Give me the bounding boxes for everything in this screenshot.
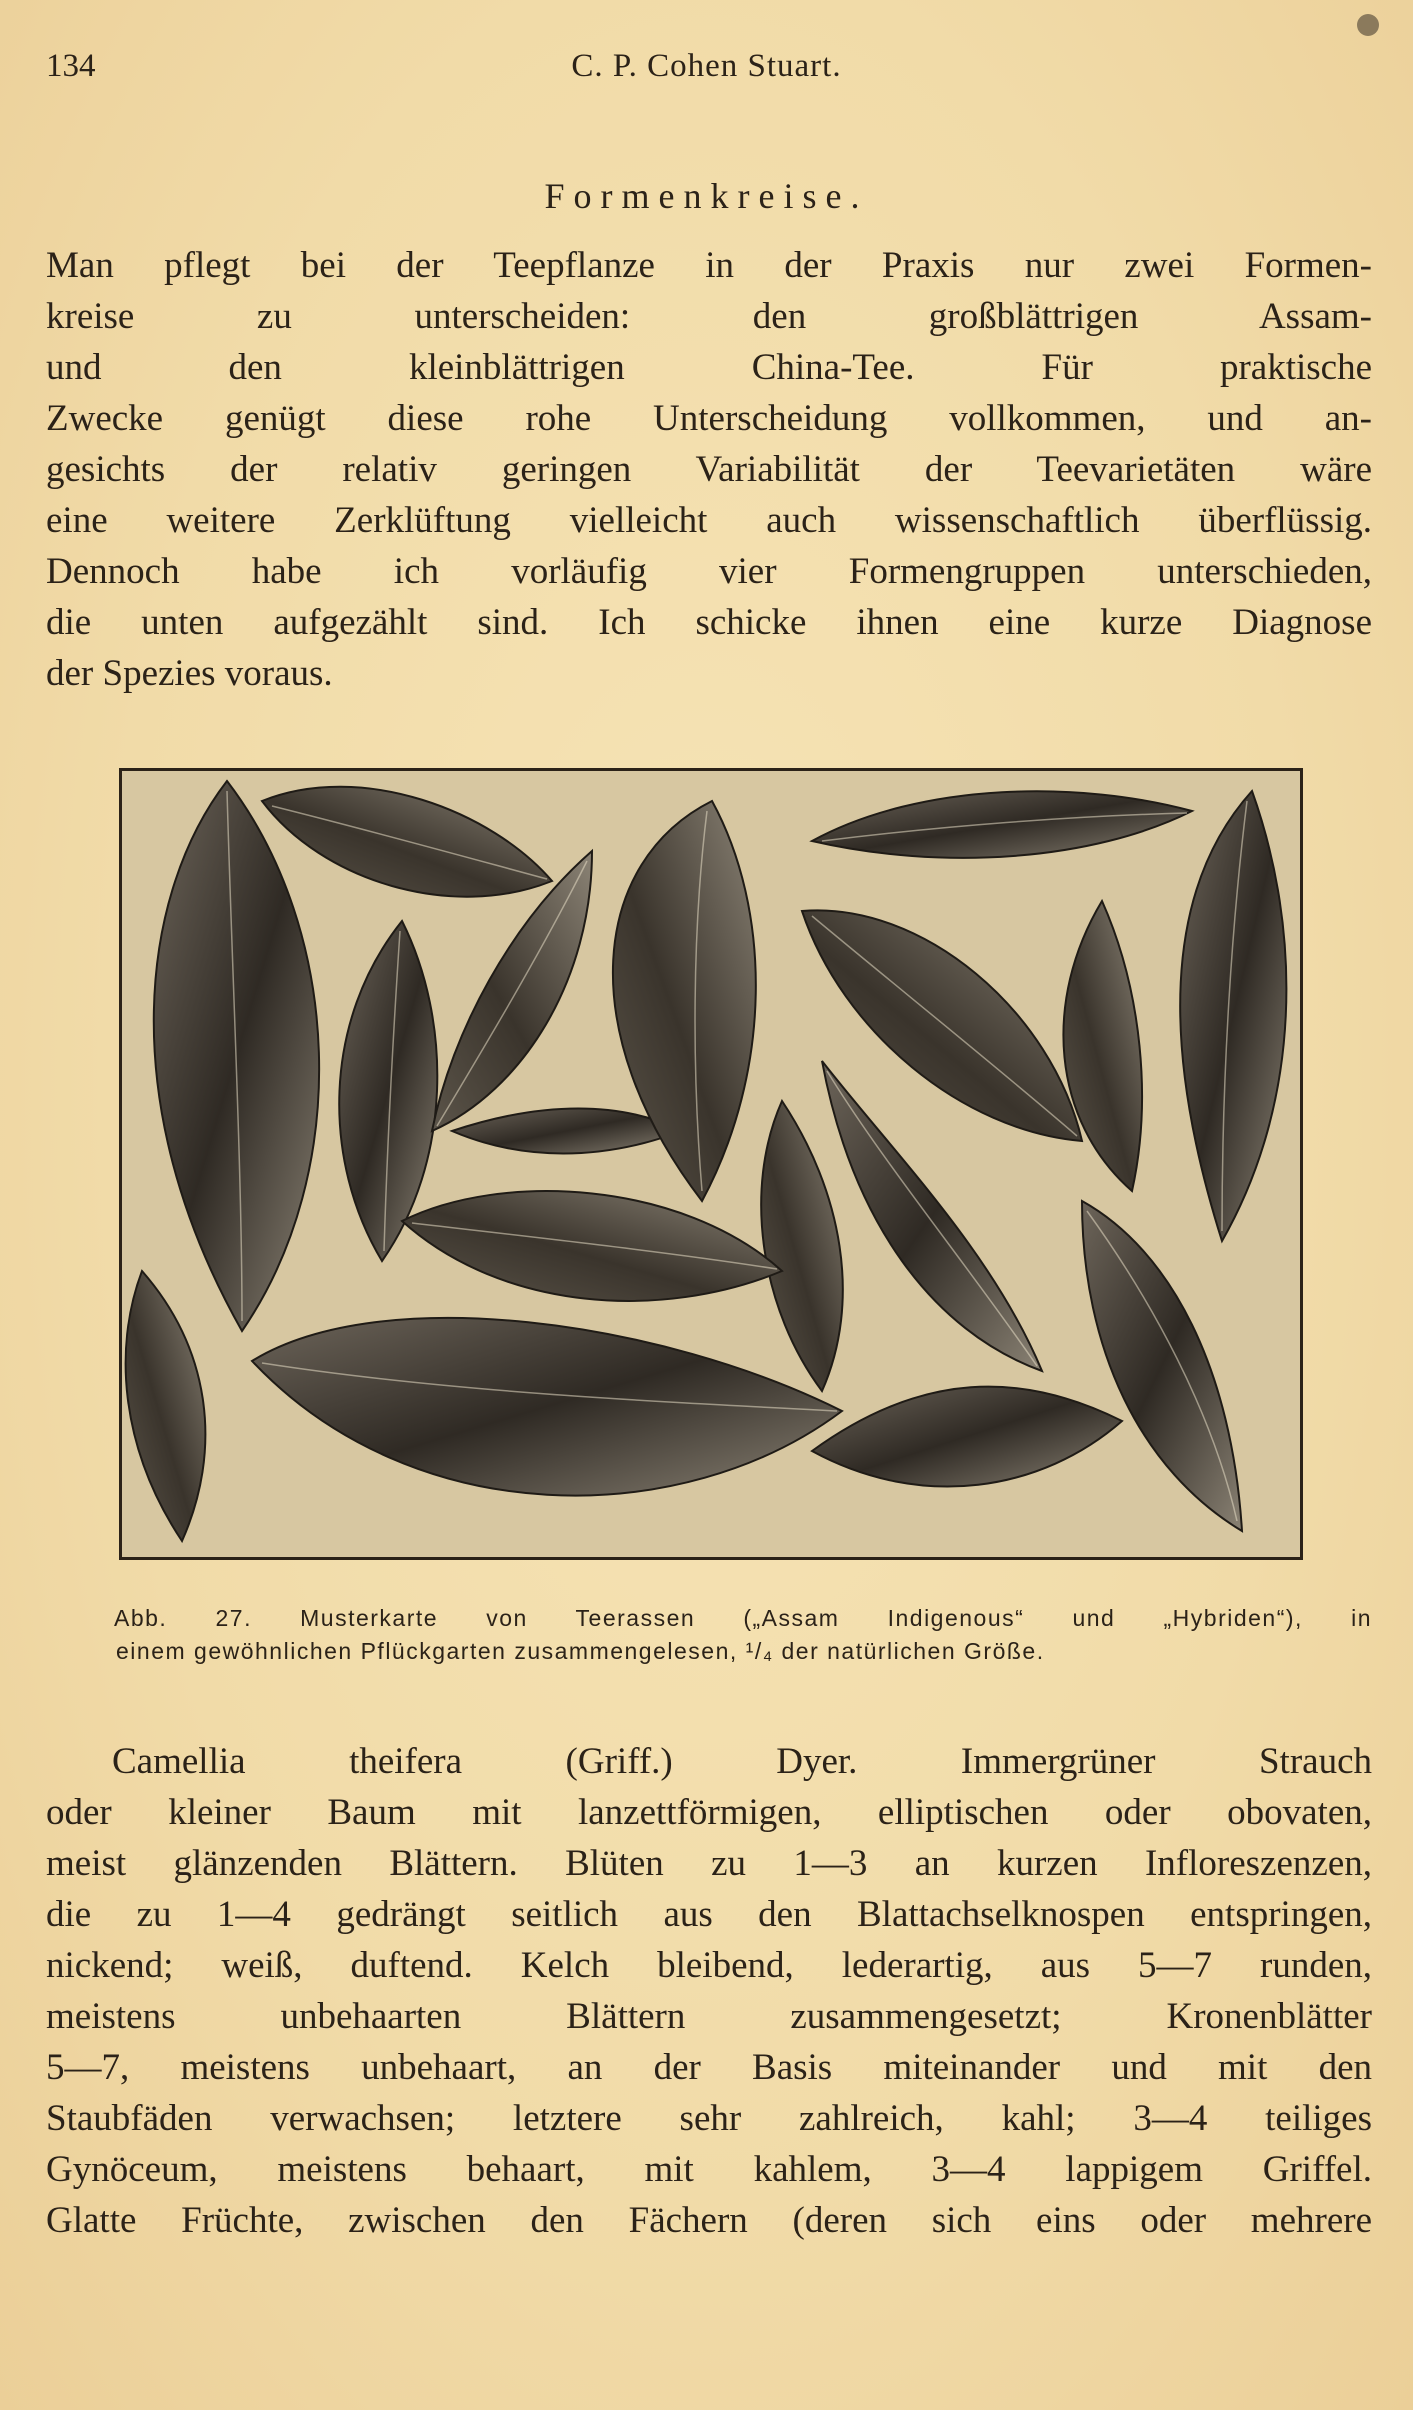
section-title: Formenkreise.	[544, 176, 869, 216]
text-line: 5—7, meistens unbehaart, an der Basis miteinander und mit den	[46, 2047, 1372, 2088]
leaves-illustration	[122, 771, 1300, 1557]
text-line: Staubfäden verwachsen; letztere sehr zahlreich, kahl; 3—4 teiliges	[46, 2098, 1372, 2139]
text-line: Man pflegt bei der Teepflanze in der Praxis nur zwei Formen-	[46, 245, 1372, 286]
ink-spot	[1357, 14, 1379, 36]
text-line: der Spezies voraus.	[46, 653, 333, 694]
species-diagnosis-paragraph	[46, 1736, 1372, 2246]
text-line: Glatte Früchte, zwischen den Fächern (deren sich eins oder mehrere	[46, 2200, 1372, 2241]
text-line: Zwecke genügt diese rohe Unterscheidung vollkommen, und an-	[46, 398, 1372, 439]
text-line: meist glänzenden Blättern. Blüten zu 1—3 an kurzen Infloreszenzen,	[46, 1843, 1372, 1884]
text-line: nickend; weiß, duftend. Kelch bleibend, lederartig, aus 5—7 runden,	[46, 1945, 1372, 1986]
text-line: meistens unbehaarten Blättern zusammengesetzt; Kronenblätter	[46, 1996, 1372, 2037]
caption-line: Abb. 27. Musterkarte von Teerassen („Assam Indigenous“ und „Hybriden“), in	[114, 1605, 1372, 1631]
page-header	[46, 48, 1367, 98]
caption-line: einem gewöhnlichen Pflückgarten zusammengelesen, ¹/₄ der natürlichen Größe.	[116, 1638, 1045, 1664]
text-line: Dennoch habe ich vorläufig vier Formengruppen unterschieden,	[46, 551, 1372, 592]
text-line: die unten aufgezählt sind. Ich schicke ihnen eine kurze Diagnose	[46, 602, 1372, 643]
text-line: oder kleiner Baum mit lanzettförmigen, elliptischen oder obovaten,	[46, 1792, 1372, 1833]
text-line: gesichts der relativ geringen Variabilität der Teevarietäten wäre	[46, 449, 1372, 490]
page-number: 134	[46, 48, 96, 84]
text-line: eine weitere Zerklüftung vielleicht auch wissenschaftlich überflüssig.	[46, 500, 1372, 541]
intro-paragraph	[46, 240, 1372, 699]
text-line: Camellia theifera (Griff.) Dyer. Immergrüner Strauch	[112, 1741, 1372, 1782]
text-line: Gynöceum, meistens behaart, mit kahlem, 3—4 lappigem Griffel.	[46, 2149, 1372, 2190]
text-line: und den kleinblättrigen China-Tee. Für praktische	[46, 347, 1372, 388]
tea-leaves-photograph	[119, 768, 1303, 1560]
running-head: C. P. Cohen Stuart.	[571, 48, 842, 84]
figure-caption	[46, 1602, 1372, 1668]
text-line: die zu 1—4 gedrängt seitlich aus den Blattachselknospen entspringen,	[46, 1894, 1372, 1935]
text-line: kreise zu unterscheiden: den großblättrigen Assam-	[46, 296, 1372, 337]
